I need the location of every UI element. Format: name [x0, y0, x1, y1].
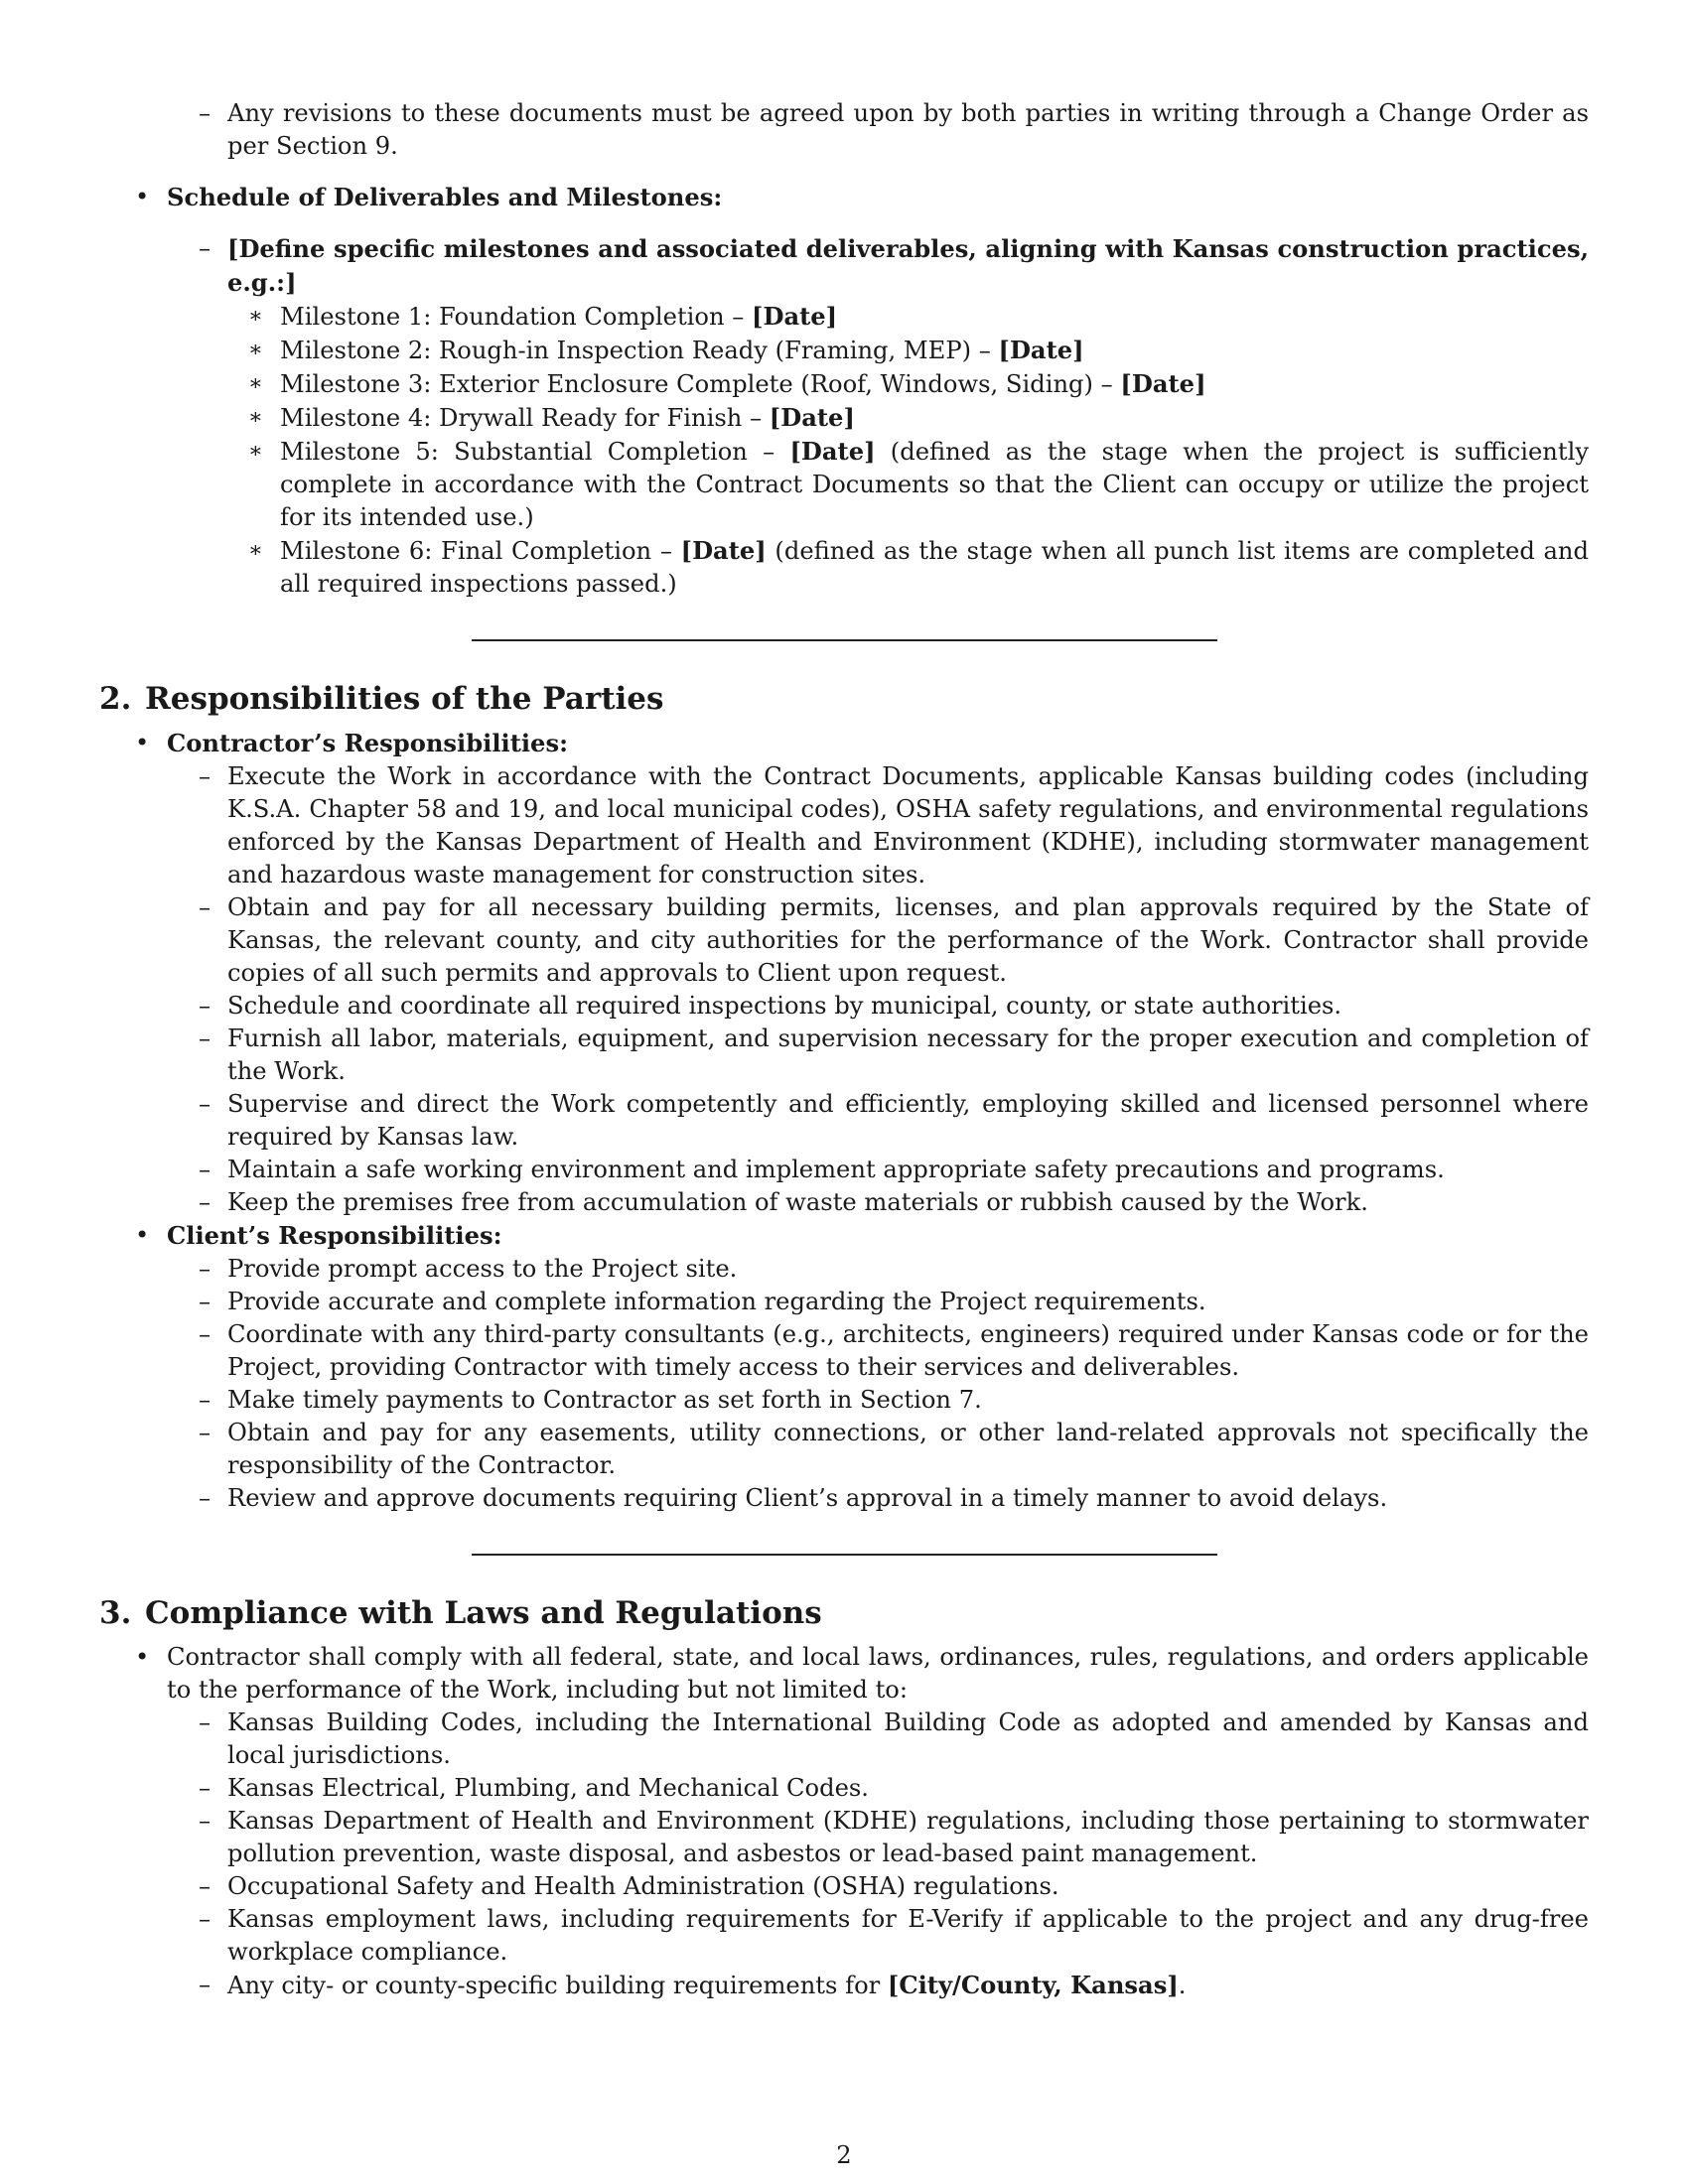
contractor-item: – Maintain a safe working environment and implement appropriate safety precautions and programs. — [99, 1154, 1589, 1186]
asterisk-marker: ∗ — [248, 405, 263, 430]
deliverables-heading: Schedule of Deliverables and Milestones: — [167, 183, 723, 211]
client-responsibilities — [99, 1219, 1589, 1253]
client-item: – Provide prompt access to the Project site. — [99, 1253, 1589, 1286]
asterisk-marker: ∗ — [248, 338, 263, 362]
list-item: – Any city- or county-specific building requirements for [City/County, Kansas]. — [199, 1971, 1187, 1999]
contractor-responsibilities — [99, 727, 1589, 760]
client-items-list — [99, 1253, 1589, 1515]
dash-marker: – — [199, 1774, 211, 1802]
bullet-marker: • — [135, 1643, 150, 1671]
milestone-item: ∗ Milestone 5: Substantial Completion – [Date] (defined as the stage when the project is sufficiently complete in accordance with the Contract Documents so that the Client can occupy or utilize the project for its intended use.) — [248, 437, 1589, 531]
compliance-item: – Occupational Safety and Health Administration (OSHA) regulations. — [99, 1870, 1589, 1903]
dash-marker: – — [199, 1971, 211, 1998]
milestone-date: [Date] — [789, 437, 876, 466]
document-page — [99, 97, 1589, 2002]
client-item: – Review and approve documents requiring Client’s approval in a timely manner to avoid delays. — [99, 1482, 1589, 1515]
dash-marker: – — [199, 1419, 211, 1446]
contractor-item: – Execute the Work in accordance with the Contract Documents, applicable Kansas building codes (including K.S.A. Chapter 58 and 19, and local municipal codes), OSHA safety regulations, and environmental regulations enforced by the Kansas Department of Health and Environment (KDHE), including stormwater management and hazardous waste management for construction sites. — [199, 762, 1589, 888]
revisions-list — [99, 97, 1589, 163]
dash-marker: – — [199, 1288, 211, 1315]
client-item: – Provide accurate and complete information regarding the Project requirements. — [99, 1286, 1589, 1318]
dash-marker: – — [199, 234, 211, 262]
asterisk-marker: ∗ — [248, 439, 263, 464]
client-item: – Coordinate with any third-party consultants (e.g., architects, engineers) required under Kansas code or for the Project, providing Contractor with timely access to their services and deliverables. — [199, 1320, 1589, 1381]
compliance-item: – Kansas Building Codes, including the International Building Code as adopted and amended by Kansas and local jurisdictions. — [199, 1708, 1589, 1769]
bullet-marker: • — [135, 1221, 150, 1249]
contractor-item: – Keep the premises free from accumulation of waste materials or rubbish caused by the Work. — [99, 1186, 1589, 1219]
dash-marker: – — [199, 1090, 211, 1118]
client-item: – Make timely payments to Contractor as set forth in Section 7. — [99, 1384, 1589, 1417]
city-county-placeholder: [City/County, Kansas] — [887, 1971, 1179, 1999]
contractor-item: – Schedule and coordinate all required inspections by municipal, county, or state authorities. — [99, 990, 1589, 1023]
responsibilities-list-client — [99, 1219, 1589, 1253]
dash-marker: – — [199, 1807, 211, 1835]
compliance-list — [99, 1641, 1589, 1706]
contractor-heading: Contractor’s Responsibilities: — [167, 729, 568, 757]
milestone-item: ∗ Milestone 2: Rough-in Inspection Ready (Framing, MEP) – [Date] — [248, 336, 1084, 364]
dash-marker: – — [199, 1708, 211, 1736]
dash-marker: – — [199, 1905, 211, 1933]
contractor-item: – Supervise and direct the Work competently and efficiently, employing skilled and licensed personnel where required by Kansas law. — [199, 1090, 1589, 1151]
section-heading: 3. Compliance with Laws and Regulations — [99, 1595, 822, 1631]
milestone-item: ∗ Milestone 6: Final Completion – [Date] (defined as the stage when all punch list items are completed and all required inspections passed.) — [248, 536, 1589, 598]
bullet-marker: • — [135, 729, 150, 756]
deliverables-list — [99, 181, 1589, 214]
bullet-marker: • — [135, 183, 150, 210]
deliverables-item — [99, 181, 1589, 214]
compliance-item: – Kansas Department of Health and Environment (KDHE) regulations, including those pertaining to stormwater pollution prevention, waste disposal, and asbestos or lead-based paint management. — [199, 1807, 1589, 1867]
deliverables-sublist — [99, 232, 1589, 300]
milestone-item: ∗ Milestone 3: Exterior Enclosure Complete (Roof, Windows, Siding) – [Date] — [248, 369, 1206, 398]
asterisk-marker: ∗ — [248, 371, 263, 396]
dash-marker: – — [199, 992, 211, 1020]
dash-marker: – — [199, 1024, 211, 1052]
section-heading: 2. Responsibilities of the Parties — [99, 681, 664, 717]
dash-marker: – — [199, 1386, 211, 1414]
asterisk-marker: ∗ — [248, 304, 263, 329]
asterisk-marker: ∗ — [248, 538, 263, 563]
dash-marker: – — [199, 893, 211, 921]
client-heading: Client’s Responsibilities: — [167, 1221, 502, 1250]
list-item: – Any revisions to these documents must be agreed upon by both parties in writing through a Change Order as per Section 9. — [199, 99, 1589, 160]
list-item — [99, 232, 1589, 300]
compliance-items-list — [99, 1706, 1589, 1969]
dash-marker: – — [199, 1188, 211, 1216]
milestones-intro: [Define specific milestones and associated deliverables, aligning with Kansas construction practices, e.g.:] — [227, 234, 1589, 297]
responsibilities-list — [99, 727, 1589, 760]
compliance-intro: Contractor shall comply with all federal, state, and local laws, ordinances, rules, regulations, and orders applicable to the performance of the Work, including but not limited to: — [167, 1643, 1589, 1704]
milestone-item: ∗ Milestone 4: Drywall Ready for Finish – [Date] — [248, 403, 855, 432]
page-number: 2 — [836, 2141, 852, 2169]
milestone-item: ∗ Milestone 1: Foundation Completion – [Date] — [248, 302, 838, 331]
dash-marker: – — [199, 762, 211, 790]
compliance-intro-item — [99, 1641, 1589, 1706]
milestone-list — [99, 300, 1589, 601]
section-divider — [472, 1554, 1217, 1556]
milestone-date: [Date] — [752, 302, 838, 331]
milestone-date: [Date] — [769, 403, 855, 432]
compliance-item: – Kansas Electrical, Plumbing, and Mechanical Codes. — [99, 1772, 1589, 1805]
dash-marker: – — [199, 99, 211, 127]
contractor-items-list — [99, 760, 1589, 1219]
milestone-date: [Date] — [1120, 369, 1206, 398]
client-item: – Obtain and pay for any easements, utility connections, or other land-related approvals not specifically the responsibility of the Contractor. — [199, 1419, 1589, 1479]
contractor-item: – Furnish all labor, materials, equipment, and supervision necessary for the proper execution and completion of the Work. — [199, 1024, 1589, 1085]
compliance-last-list — [99, 1969, 1589, 2002]
dash-marker: – — [199, 1320, 211, 1348]
milestone-date: [Date] — [998, 336, 1084, 364]
dash-marker: – — [199, 1156, 211, 1183]
section-divider — [472, 639, 1217, 641]
dash-marker: – — [199, 1872, 211, 1900]
dash-marker: – — [199, 1255, 211, 1283]
contractor-item: – Obtain and pay for all necessary building permits, licenses, and plan approvals required by the State of Kansas, the relevant county, and city authorities for the performance of the Work. Contractor shall provide copies of all such permits and approvals to Client upon request. — [199, 893, 1589, 987]
milestone-date: [Date] — [680, 536, 767, 565]
dash-marker: – — [199, 1484, 211, 1512]
compliance-item: – Kansas employment laws, including requirements for E-Verify if applicable to the project and any drug-free workplace compliance. — [199, 1905, 1589, 1966]
